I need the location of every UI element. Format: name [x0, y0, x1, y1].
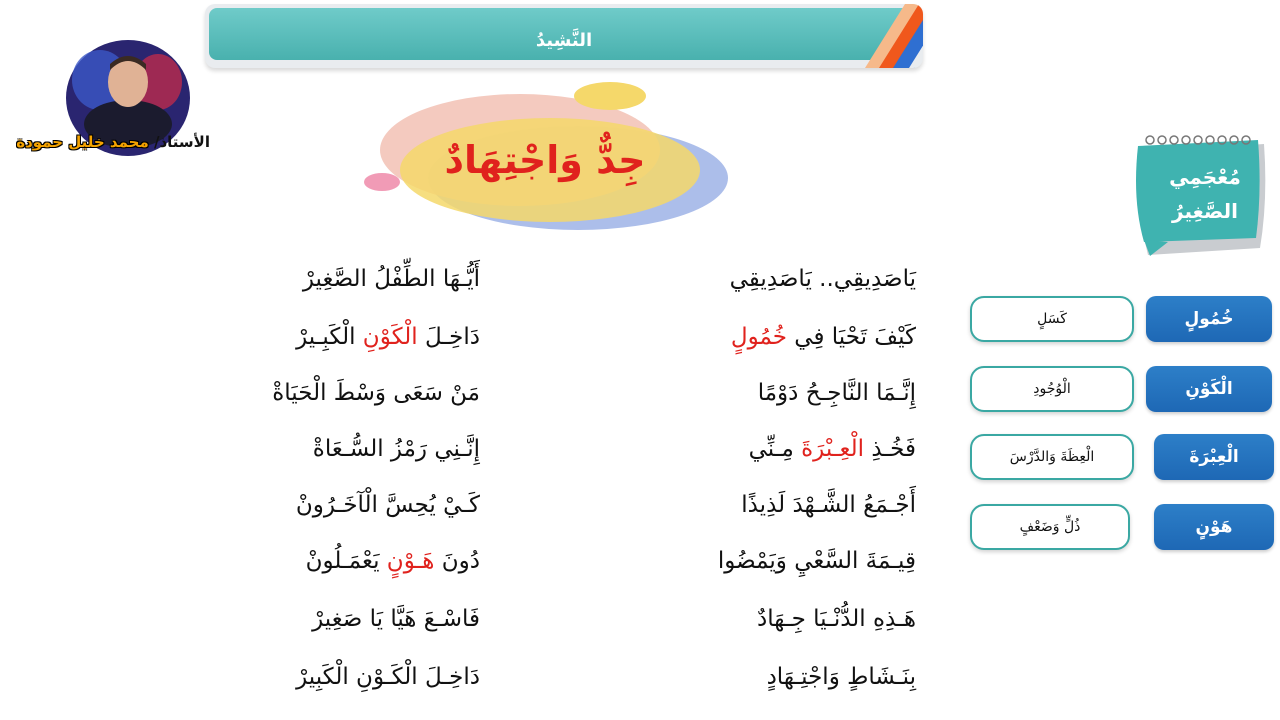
poem-text: هَـذِهِ الدُّنْـيَا جِـهَادٌ [757, 606, 916, 632]
poem-right-line-6 [718, 548, 916, 574]
poem-right-line-2 [731, 324, 916, 350]
dictionary-title-line2: الصَّغِيرُ [1172, 199, 1238, 223]
poem-text: قِيـمَةَ السَّعْيِ وَيَمْضُوا [717, 548, 916, 574]
vocab-meaning-hawn[interactable]: ذُلٍّ وَضَعْفٍ [970, 504, 1130, 550]
poem-text: يَعْمَـلُونْ [305, 548, 387, 574]
poem-text: فَاسْـعَ هَيَّا يَا صَغِيرْ [312, 606, 480, 632]
poem-text: دُونَ [434, 548, 480, 574]
poem-text: دَاخِـلَ [417, 324, 480, 350]
vocab-word-khumul[interactable]: خُمُولٍ [1146, 296, 1272, 342]
teacher-prefix: الأستاذ/ [154, 133, 210, 151]
teacher-name-label [16, 133, 210, 151]
vocab-word-alkawn[interactable]: الْكَوْنِ [1146, 366, 1272, 412]
poem-text: بِنَـشَاطٍ وَاجْتِـهَادٍ [766, 664, 916, 690]
poem-right-line-5 [741, 492, 916, 518]
vocab-word-aleibra[interactable]: الْعِبْرَةَ [1154, 434, 1274, 480]
dictionary-title-line1: مُعْجَمِي [1169, 165, 1241, 189]
poem-highlight-word: خُمُولٍ [730, 324, 787, 350]
poem-highlight-word: الْعِـبْرَةَ [801, 436, 865, 462]
poem-text: كَيْفَ تَحْيَا فِي [787, 324, 916, 350]
poem-highlight-word: هَـوْنٍ [386, 548, 435, 574]
lesson-title: جِدٌّ وَاجْتِهَادٌ [444, 138, 646, 182]
poem-text: أَيُّـهَا الطِّفْلُ الصَّغِيرْ [302, 266, 480, 292]
poem-right-line-7 [757, 606, 916, 632]
dictionary-title [1140, 160, 1270, 228]
teacher-name: محمد خليل حمودة [16, 133, 149, 151]
poem-left-line-1 [303, 266, 480, 292]
poem-highlight-word: الْكَوْنِ [362, 324, 418, 350]
header-banner [205, 4, 923, 68]
poem-text: إِنَّـنِي رَمْزُ السُّـعَاةْ [312, 436, 480, 462]
poem-right-line-1 [730, 266, 916, 292]
poem-left-line-8 [296, 664, 480, 690]
poem-left-line-6 [306, 548, 480, 574]
poem-left-line-3 [272, 380, 480, 406]
section-title: النَّشِيدُ [535, 30, 593, 51]
vocab-word-hawn[interactable]: هَوْنٍ [1154, 504, 1274, 550]
poem-left-line-2 [296, 324, 480, 350]
poem-text: يَاصَدِيقِي.. يَاصَدِيقِي [729, 266, 916, 292]
poem-left-line-4 [313, 436, 480, 462]
poem-left-line-7 [312, 606, 480, 632]
poem-text: إِنَّـمَا النَّاجِـحُ دَوْمًا [757, 380, 916, 406]
poem-right-line-3 [758, 380, 916, 406]
poem-text: مِـنِّي [748, 436, 802, 462]
poem-text: الْكَبِـيرْ [296, 324, 363, 350]
poem-text: أَجْـمَعُ الشَّـهْدَ لَذِيذًا [741, 492, 916, 518]
poem-text: مَنْ سَعَى وَسْطَ الْحَيَاةْ [272, 380, 480, 406]
vocab-meaning-aleibra[interactable]: الْعِظَةَ وَالدَّرْسَ [970, 434, 1134, 480]
poem-right-line-4 [749, 436, 916, 462]
poem-text: فَخُـذِ [864, 436, 916, 462]
vocab-meaning-khumul[interactable]: كَسَلٍ [970, 296, 1134, 342]
poem-right-line-8 [767, 664, 916, 690]
vocab-meaning-alkawn[interactable]: الْوُجُودِ [970, 366, 1134, 412]
poem-text: كَـيْ يُحِسَّ الْآخَـرُونْ [295, 492, 480, 518]
poem-text: دَاخِـلَ الْكَـوْنِ الْكَبِيرْ [296, 664, 480, 690]
poem-left-line-5 [296, 492, 480, 518]
